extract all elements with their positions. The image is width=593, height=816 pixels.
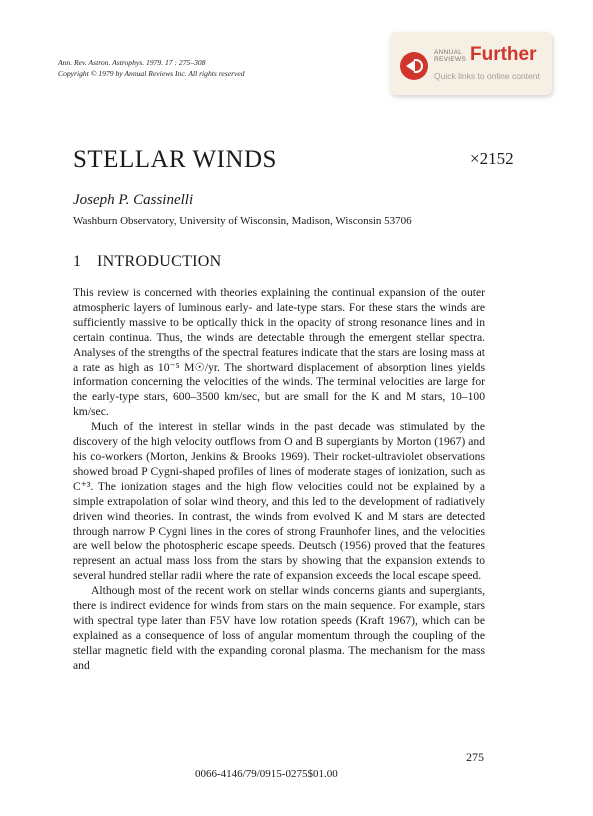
paragraph: Much of the interest in stellar winds in the past decade was stimulated by the discovery of the high velocity outflows from O and B supergiants by Morton (1967) and his co-workers (Morton, Jenkins & Brooks 1969). Their rocket-ultraviolet observations showed broad P Cygni-shaped profiles of lines of moderate stages of ionization, such as C⁺³. The ionization stages and the high flow velocities could not be explained by a simple extrapolation of solar wind theory, and this led to the development of radiatively driven wind theories. In contrast, the winds from evolved K and M stars are detected through narrow P Cygni lines in the cores of strong Fraunhofer lines, and the velocities are well below the photospheric escape speeds. Deutsch (1956) proved that the features represent an actual mass loss from the stars by showing that the expansion extends to several hundred stellar radii where the rate of expansion exceeds the local escape speed. xyxy=(73,420,485,583)
section-number: 1 xyxy=(73,253,82,270)
further-label: Further xyxy=(470,44,537,65)
footer-code: 0066-4146/79/0915-0275$01.00 xyxy=(195,768,338,780)
paragraph: Although most of the recent work on stellar winds concerns giants and supergiants, there is indirect evidence for winds from stars on the main sequence. For example, stars with spectral type later than F5V have low rotation speeds (Kraft 1967), which can be explained as a consequence of loss of angular momentum through the coupling of the stellar magnetic field with the expanding coronal plasma. The mechanism for the mass and xyxy=(73,584,485,672)
section-title: INTRODUCTION xyxy=(97,253,222,270)
journal-line: Ann. Rev. Astron. Astrophys. 1979. 17 : 275–308 xyxy=(58,58,206,67)
copyright-line: Copyright © 1979 by Annual Reviews Inc. All rights reserved xyxy=(58,69,245,78)
annual-reviews-label: ANNUAL REVIEWS xyxy=(434,49,467,63)
page-number: 275 xyxy=(466,750,484,764)
further-badge[interactable] xyxy=(390,32,552,95)
article-code: ×2152 xyxy=(470,149,514,168)
article-title: STELLAR WINDS xyxy=(73,146,277,173)
journal-citation xyxy=(58,57,245,79)
paragraph: This review is concerned with theories explaining the continual expansion of the outer atmospheric layers of luminous early- and late-type stars. For these stars the winds are sufficiently massive to be optically thick in the opacity of strong resonance lines and in certain continua. Thus, the winds are detectable through the emergent stellar spectra. Analyses of the strengths of the spectral features indicate that the stars are losing mass at a rate as high as 10⁻⁵ M☉/yr. The shortward displacement of absorption lines yields information concerning the velocities of the winds. The terminal velocities are large for the early-type stars, 600–3500 km/sec, but are small for the K and M stars, 10–100 km/sec. xyxy=(73,286,485,419)
section-heading xyxy=(73,253,221,271)
author-affiliation: Washburn Observatory, University of Wisconsin, Madison, Wisconsin 53706 xyxy=(73,215,412,227)
annual-reviews-logo-icon xyxy=(400,52,428,80)
article-body xyxy=(73,286,485,674)
author-name: Joseph P. Cassinelli xyxy=(73,192,194,208)
further-subtitle: Quick links to online content xyxy=(434,71,540,81)
